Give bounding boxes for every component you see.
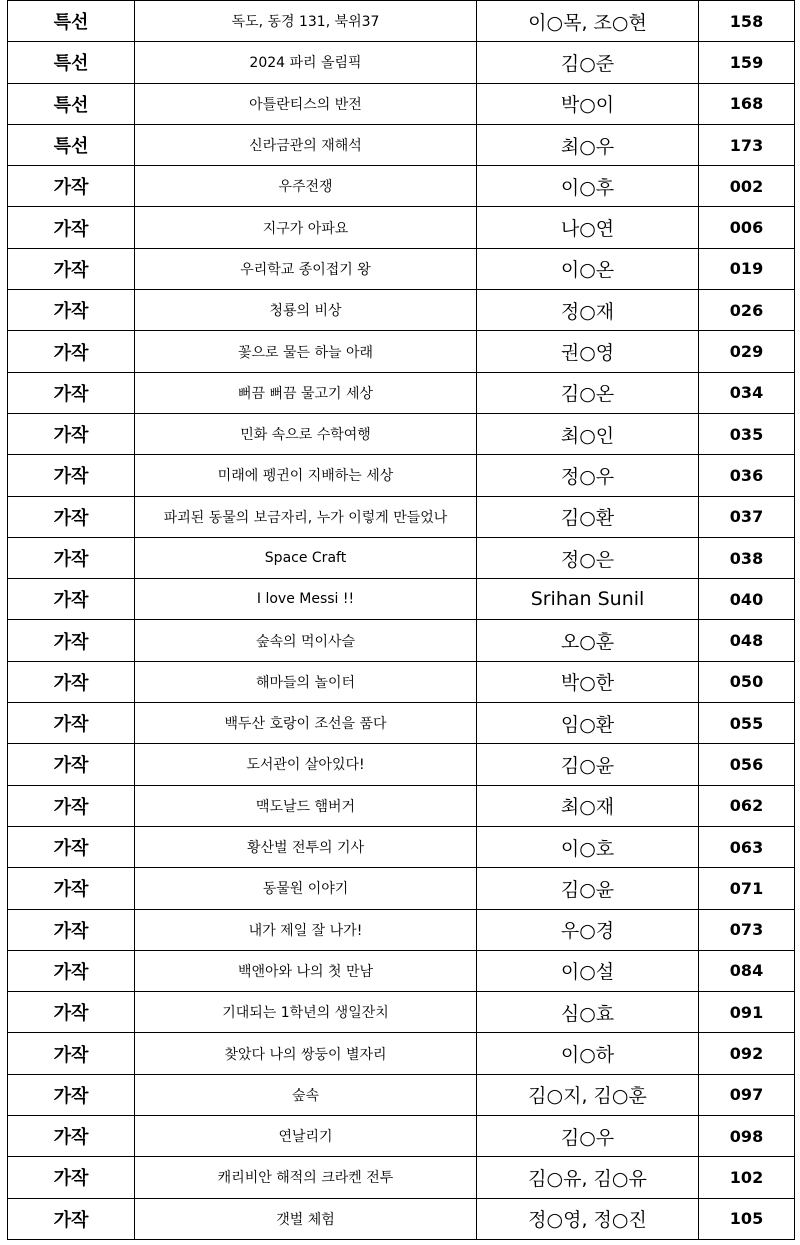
name-cell: 김○윤 <box>477 868 699 909</box>
title-cell: 민화 속으로 수학여행 <box>135 413 477 454</box>
award-cell: 특선 <box>8 124 135 165</box>
title-cell: 동물원 이야기 <box>135 868 477 909</box>
award-cell: 가작 <box>8 703 135 744</box>
number-cell: 019 <box>699 248 795 289</box>
table-row <box>8 826 795 867</box>
number-cell: 102 <box>699 1157 795 1198</box>
award-cell: 가작 <box>8 744 135 785</box>
number-cell: 034 <box>699 372 795 413</box>
table-row <box>8 372 795 413</box>
table-row <box>8 1198 795 1239</box>
number-cell: 097 <box>699 1074 795 1115</box>
number-cell: 040 <box>699 579 795 620</box>
name-cell: 정○영, 정○진 <box>477 1198 699 1239</box>
table-row <box>8 42 795 83</box>
table-row <box>8 166 795 207</box>
number-cell: 092 <box>699 1033 795 1074</box>
name-cell: 이○하 <box>477 1033 699 1074</box>
number-cell: 168 <box>699 83 795 124</box>
award-cell: 가작 <box>8 1074 135 1115</box>
name-cell: 이○호 <box>477 826 699 867</box>
award-cell: 가작 <box>8 290 135 331</box>
number-cell: 048 <box>699 620 795 661</box>
number-cell: 029 <box>699 331 795 372</box>
name-cell: 최○인 <box>477 413 699 454</box>
title-cell: 숲속의 먹이사슬 <box>135 620 477 661</box>
name-cell: 최○재 <box>477 785 699 826</box>
name-cell: 박○한 <box>477 661 699 702</box>
table-row <box>8 620 795 661</box>
number-cell: 050 <box>699 661 795 702</box>
title-cell: 미래에 펭귄이 지배하는 세상 <box>135 455 477 496</box>
title-cell: 지구가 아파요 <box>135 207 477 248</box>
name-cell: 오○훈 <box>477 620 699 661</box>
title-cell: 파괴된 동물의 보금자리, 누가 이렇게 만들었나 <box>135 496 477 537</box>
title-cell: 백두산 호랑이 조선을 품다 <box>135 703 477 744</box>
award-cell: 가작 <box>8 537 135 578</box>
name-cell: 김○우 <box>477 1116 699 1157</box>
award-cell: 가작 <box>8 248 135 289</box>
title-cell: 연날리기 <box>135 1116 477 1157</box>
award-cell: 가작 <box>8 785 135 826</box>
title-cell: 맥도날드 햄버거 <box>135 785 477 826</box>
number-cell: 073 <box>699 909 795 950</box>
award-cell: 가작 <box>8 496 135 537</box>
table-row <box>8 1033 795 1074</box>
number-cell: 055 <box>699 703 795 744</box>
award-cell: 가작 <box>8 826 135 867</box>
title-cell: 꽃으로 물든 하늘 아래 <box>135 331 477 372</box>
award-cell: 가작 <box>8 620 135 661</box>
title-cell: 뻐끔 뻐끔 물고기 세상 <box>135 372 477 413</box>
award-cell: 가작 <box>8 455 135 496</box>
title-cell: 독도, 동경 131, 북위37 <box>135 1 477 42</box>
award-cell: 가작 <box>8 207 135 248</box>
award-cell: 특선 <box>8 42 135 83</box>
name-cell: 김○윤 <box>477 744 699 785</box>
name-cell: 김○준 <box>477 42 699 83</box>
table-row <box>8 1157 795 1198</box>
name-cell: 우○경 <box>477 909 699 950</box>
name-cell: Srihan Sunil <box>477 579 699 620</box>
award-cell: 가작 <box>8 909 135 950</box>
number-cell: 105 <box>699 1198 795 1239</box>
award-cell: 특선 <box>8 1 135 42</box>
table-row <box>8 579 795 620</box>
name-cell: 김○온 <box>477 372 699 413</box>
award-cell: 가작 <box>8 1198 135 1239</box>
title-cell: 갯벌 체험 <box>135 1198 477 1239</box>
title-cell: 찾았다 나의 쌍둥이 별자리 <box>135 1033 477 1074</box>
name-cell: 이○온 <box>477 248 699 289</box>
name-cell: 김○환 <box>477 496 699 537</box>
number-cell: 098 <box>699 1116 795 1157</box>
title-cell: 2024 파리 올림픽 <box>135 42 477 83</box>
number-cell: 063 <box>699 826 795 867</box>
name-cell: 이○목, 조○현 <box>477 1 699 42</box>
award-cell: 가작 <box>8 1157 135 1198</box>
number-cell: 091 <box>699 992 795 1033</box>
number-cell: 037 <box>699 496 795 537</box>
name-cell: 정○은 <box>477 537 699 578</box>
title-cell: 기대되는 1학년의 생일잔치 <box>135 992 477 1033</box>
table-row <box>8 744 795 785</box>
award-cell: 가작 <box>8 661 135 702</box>
table-row <box>8 207 795 248</box>
table-row <box>8 124 795 165</box>
award-cell: 가작 <box>8 331 135 372</box>
table-row <box>8 413 795 454</box>
table-row <box>8 537 795 578</box>
title-cell: 황산벌 전투의 기사 <box>135 826 477 867</box>
table-row <box>8 992 795 1033</box>
table-row <box>8 703 795 744</box>
name-cell: 나○연 <box>477 207 699 248</box>
title-cell: 숲속 <box>135 1074 477 1115</box>
title-cell: Space Craft <box>135 537 477 578</box>
title-cell: 캐리비안 해적의 크라켄 전투 <box>135 1157 477 1198</box>
number-cell: 159 <box>699 42 795 83</box>
table-row <box>8 455 795 496</box>
number-cell: 035 <box>699 413 795 454</box>
number-cell: 071 <box>699 868 795 909</box>
award-cell: 가작 <box>8 1033 135 1074</box>
award-cell: 가작 <box>8 166 135 207</box>
table-row <box>8 909 795 950</box>
number-cell: 173 <box>699 124 795 165</box>
title-cell: 아틀란티스의 반전 <box>135 83 477 124</box>
name-cell: 최○우 <box>477 124 699 165</box>
number-cell: 038 <box>699 537 795 578</box>
number-cell: 026 <box>699 290 795 331</box>
name-cell: 이○후 <box>477 166 699 207</box>
table-row <box>8 1 795 42</box>
number-cell: 036 <box>699 455 795 496</box>
award-cell: 가작 <box>8 1116 135 1157</box>
name-cell: 정○재 <box>477 290 699 331</box>
table-row <box>8 785 795 826</box>
table-row <box>8 950 795 991</box>
title-cell: 우주전쟁 <box>135 166 477 207</box>
name-cell: 김○지, 김○훈 <box>477 1074 699 1115</box>
award-list-body <box>8 1 795 1240</box>
name-cell: 심○효 <box>477 992 699 1033</box>
table-row <box>8 1074 795 1115</box>
table-row <box>8 1116 795 1157</box>
award-cell: 가작 <box>8 950 135 991</box>
name-cell: 김○유, 김○유 <box>477 1157 699 1198</box>
title-cell: 해마들의 놀이터 <box>135 661 477 702</box>
title-cell: I love Messi !! <box>135 579 477 620</box>
award-cell: 가작 <box>8 413 135 454</box>
title-cell: 백앤아와 나의 첫 만남 <box>135 950 477 991</box>
title-cell: 내가 제일 잘 나가! <box>135 909 477 950</box>
award-cell: 특선 <box>8 83 135 124</box>
table-row <box>8 331 795 372</box>
title-cell: 신라금관의 재해석 <box>135 124 477 165</box>
name-cell: 임○환 <box>477 703 699 744</box>
table-row <box>8 290 795 331</box>
table-row <box>8 83 795 124</box>
name-cell: 이○설 <box>477 950 699 991</box>
name-cell: 권○영 <box>477 331 699 372</box>
award-cell: 가작 <box>8 868 135 909</box>
name-cell: 박○이 <box>477 83 699 124</box>
award-cell: 가작 <box>8 579 135 620</box>
number-cell: 084 <box>699 950 795 991</box>
table-row <box>8 496 795 537</box>
title-cell: 도서관이 살아있다! <box>135 744 477 785</box>
number-cell: 062 <box>699 785 795 826</box>
number-cell: 006 <box>699 207 795 248</box>
award-cell: 가작 <box>8 372 135 413</box>
title-cell: 우리학교 종이접기 왕 <box>135 248 477 289</box>
title-cell: 청룡의 비상 <box>135 290 477 331</box>
table-row <box>8 868 795 909</box>
table-row <box>8 661 795 702</box>
award-cell: 가작 <box>8 992 135 1033</box>
award-list-table <box>7 0 795 1240</box>
table-row <box>8 248 795 289</box>
number-cell: 158 <box>699 1 795 42</box>
name-cell: 정○우 <box>477 455 699 496</box>
number-cell: 056 <box>699 744 795 785</box>
number-cell: 002 <box>699 166 795 207</box>
